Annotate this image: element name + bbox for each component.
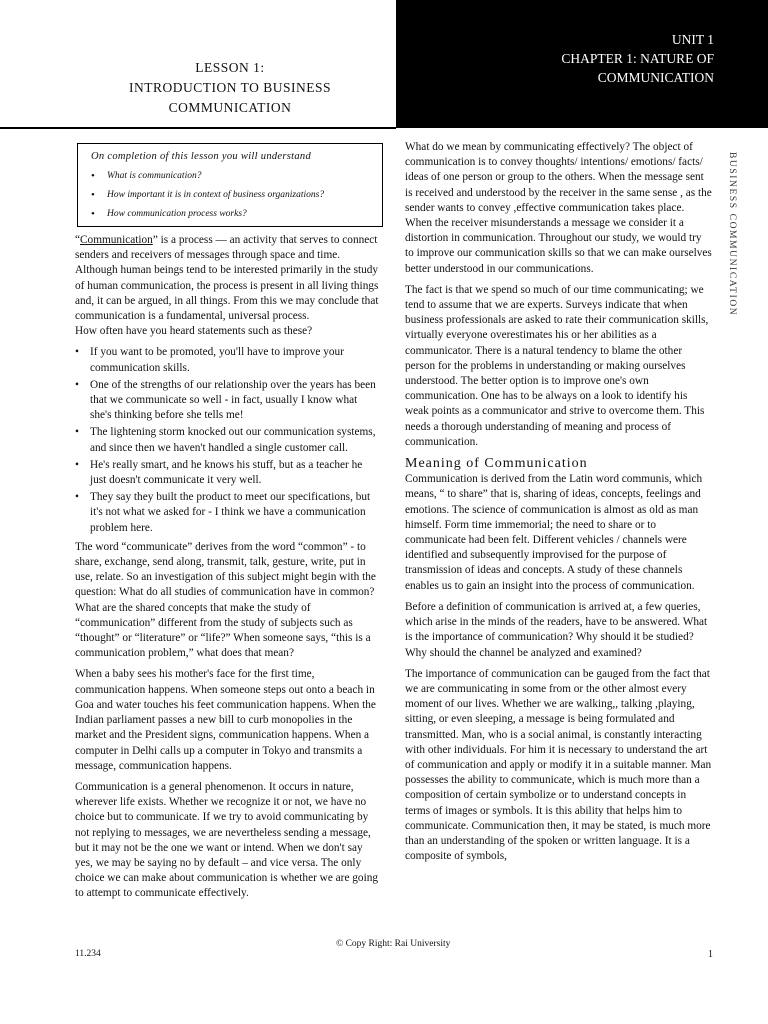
statements-list [75,345,379,535]
objectives-box [77,143,383,227]
paragraph: The importance of communication can be gauged from the fact that we are communicating in some from or the other almost every moment of our lives. Whether we are walking,, talking ,playing, sitting, or even sleeping, a message is being formulated and transmitted. Man, who is a social animal, is constantly interacting with other individuals. For him it is necessary to understand the art of communication and apply or modify it in a suitable manner. Man possesses the ability to communicate, which is much more than a composition of certain symbolize or to understand concepts in terms of images or symbols. It is this ability that helps him to communicate. Communication then, it may be stated, is much more than an understanding of the spoken or written language. It is a composite of symbols, [405,667,712,863]
paragraph-text: ” is a process — an activity that serves to connect senders and receivers of messages through space and time. Although human beings tend to be interested primarily in the study of human communication, the process is present in all living things and, it can be argued, in all things. From this we may conclude that communication is a fundamental, universal process. [75,234,379,323]
statement-item: • The lightening storm knocked out our communication systems, and since then we haven't handled a single customer call. [75,425,379,455]
paragraph: Before a definition of communication is arrived at, a few queries, which arise in the minds of the readers, have to be answered. What is the importance of communication? Why should it be studied? Why should the channel be analyzed and examined? [405,600,708,659]
statement-item: • They say they built the product to meet our specifications, but it's not what we asked for - I think we have a communication problem here. [75,490,379,536]
section-heading: Meaning of Communication [405,456,588,472]
paragraph: How often have you heard statements such as these? [75,325,313,338]
paragraph: Communication is derived from the Latin word communis, which means, “ to share” that is, sharing of ideas, concepts, feelings and emotions. The science of communication is almost as old as man himself. Form time immemorial; the need to share or to communicate had been felt. Different vehicles / channels were identified and subsequently improvised for the purpose of transmission of ideas and concepts. A study of these channels enables us to gain an insight into the process of communication. [405,473,703,592]
lesson-title-line1: INTRODUCTION TO BUSINESS [128,80,331,95]
paragraph: The fact is that we spend so much of our time communicating; we tend to assume that we are experts. Surveys indicate that when business professionals are asked to rate their communication skills, virtually everyone overestimates his or her abilities as a communicator. There is a natural tendency to blame the other person for the problems in understanding or making ourselves understood. The better option is to improve one's own communication. One has to be always on a look to identify his weak points as a communicator and strive to overcome them. This needs a thorough understanding of meaning and process of communication. [405,283,709,448]
lesson-title-line2: COMMUNICATION [168,100,292,115]
lesson-number: LESSON 1: [195,60,265,75]
objectives-heading: On completion of this lesson you will understand [91,151,312,162]
running-side-title: BUSINESS COMMUNICATION [727,152,737,317]
left-column [75,233,379,908]
statement-item: • He's really smart, and he knows his stuff, but as a teacher he just doesn't communicate it very well. [75,458,379,488]
footer-copyright: © Copy Right: Rai University [336,939,451,949]
paragraph: What do we mean by communicating effectively? The object of communication is to convey thoughts/ intentions/ emotions/ facts/ ideas of one person or group to the others. When the message sent is received and understood by the receiver in the same sense , as the sender wants to convey ,effective communication takes place. When the receiver misunderstands a message we consider it a distortion in communication. Throughout our study, we would try to improve our communication skills so that we can make ourselves better understood in our communications. [405,141,712,275]
right-column [405,140,713,870]
unit-chapter-heading [561,30,714,87]
chapter-title-line2: COMMUNICATION [597,70,714,85]
lesson-heading [80,58,380,118]
term-communication: Communication [80,234,153,246]
page-number: 1 [708,949,713,960]
unit-label: UNIT 1 [671,32,714,47]
chapter-title-line1: CHAPTER 1: NATURE OF [561,51,714,66]
paragraph [75,233,379,324]
objective-item: • What is communication? [91,169,324,188]
header-divider [0,127,396,129]
statement-item: • If you want to be promoted, you'll have to improve your communication skills. [75,345,379,375]
header-black-panel [396,0,768,128]
objective-item: • How important it is in context of business organizations? [91,188,324,207]
objective-item: • How communication process works? [91,207,324,226]
objectives-list [91,169,324,226]
paragraph: The word “communicate” derives from the word “common” - to share, exchange, send along, transmit, talk, gesture, write, put in use, relate. So an investigation of this subject might begin with the question: What do all studies of communication have in common? What are the shared concepts that make the study of “communication” different from the study of subjects such as “thought” or “literature” or “life?” When someone says, “this is a communication problem,” what does that mean? [75,540,376,660]
footer-code: 11.234 [75,949,101,959]
paragraph: When a baby sees his mother's face for the first time, communication happens. When someone steps out onto a beach in Goa and water touches his feet communication happens. When the Indian parliament passes a new bill to curb monopolies in the market and the President signs, communication happens. When a computer in Delhi calls up a computer in Tokyo and transmits a message, communication happens. [75,668,376,772]
open-quote: “ [75,234,81,246]
paragraph: Communication is a general phenomenon. It occurs in nature, wherever life exists. Whether we recognize it or not, we have no choice but to communicate. If we try to avoid communicating by not replying to messages, we are nevertheless sending a message, but it may not be the one we want or intend. When we don't say yes, we may be saying no by default – and vice versa. The only choice we can make about communication is whether we are going to attempt to communicate effectively. [75,780,379,900]
statement-item: • One of the strengths of our relationship over the years has been that we communicate so well - in fact, usually I know what she's thinking before she tells me! [75,378,379,424]
